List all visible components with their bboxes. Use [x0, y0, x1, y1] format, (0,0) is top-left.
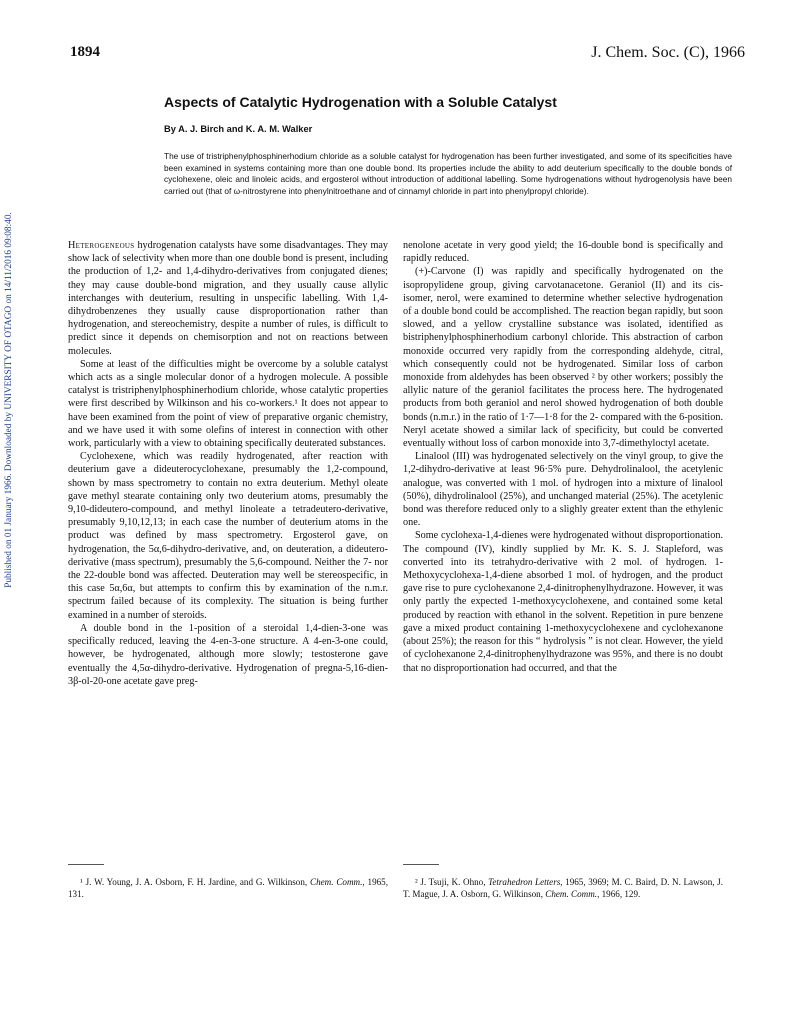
journal-header: J. Chem. Soc. (C), 1966: [591, 44, 745, 61]
body-paragraph: [68, 239, 388, 358]
footnote-ref: , 1965, 131.: [68, 877, 388, 899]
footnote-journal: Tetrahedron Letters: [488, 877, 561, 887]
footnote-ref: , 1965, 3969; M. C. Baird, D. N. Lawson, J. T. Mague, J. A. Osborn, G. Wilkinson,: [403, 877, 723, 899]
footnote-journal: Chem. Comm.: [310, 877, 363, 887]
footnote-1: [68, 877, 388, 901]
footnote-2: [403, 877, 723, 901]
article-title: Aspects of Catalytic Hydrogenation with a Soluble Catalyst: [164, 94, 557, 110]
paragraph-text: hydrogenation catalysts have some disadvantages. They may show lack of selectivity when more than one double bond is present, including the production of 1,2- and 1,4-dihydro-derivatives from conjugated dienes; they may cause double-bond migration, and they usually cause allylic interchanges with deuterium, resulting in unspecific labelling. With 1,4-dihydrobenzenes they usually cause disproportionation rather than hydrogenation, and stereochemistry, despite a number of rules, is difficult to predict since it depends on chemisorption and not on reactions between molecules.: [68, 240, 388, 357]
body-paragraph: nenolone acetate in very good yield; the 16-double bond is specifically and rapidly reduced.: [403, 240, 723, 265]
publication-sidebar-note: [2, 150, 16, 650]
footnote-journal: Chem. Comm.: [545, 888, 598, 899]
body-paragraph: (+)-Carvone (I) was rapidly and specifically hydrogenated on the isopropylidene group, giving carvotanacetone. Geraniol (II) and its cis-isomer, nerol, were examined to determine whether selective hydrogenation of a double bond could be accomplished. The reaction began rapidly, but soon slowed, and a yellow crystalline substance was isolated, identified as bistriphenylphosphinerhodium carbonyl chloride. This abstraction of carbon monoxide occurred very rapidly from the corresponding aldehyde, citral, which consequently could not be hydrogenated. Similar loss of carbon monoxide from aldehydes has been observed ² by other workers; possibly the allylic nature of the geraniol facilitates the process here. The hydrogenated products from both geraniol and nerol showed hydrogenation of both double bonds (n.m.r.) in the ratio of 1·7—1·8 for the 2- compared with the 6-position. Neryl acetate showed a similar lack of specificity, but could be converted eventually without loss of carbon monoxide into 3,7-dimethyloctyl acetate.: [403, 266, 723, 450]
body-paragraph: Some cyclohexa-1,4-dienes were hydrogenated without disproportionation. The compound (IV), kindly supplied by Mr. K. S. J. Stapleford, was converted into its tetrahydro-derivative with 2 mol. of hydrogen. 1-Methoxycyclohexa-1,4-diene absorbed 1 mol. of hydrogen, and the product gave rise to pure cyclohexanone 2,4-dinitrophenylhydrazone. However, it was only partly the expected 1-methoxycyclohexene, and contained some ketal produced by reaction with ethanol in the solvent. Repetition in pure benzene gave a mixed product containing 1-methoxycyclohexene and cyclohexanone (about 25%); the reason for this “ hydrolysis ” is not clear. However, the yield of cyclohexanone 2,4-dinitrophenylhydrazone was 95%, and there is no doubt that no disproportionation had occurred, and that the: [403, 530, 723, 674]
footnote-rule: [68, 864, 104, 865]
body-paragraph: A double bond in the 1-position of a steroidal 1,4-dien-3-one was specifically reduced, leaving the 4-en-3-one structure. A 4-en-3-one could, however, be hydrogenated, although more slowly; testosterone gave eventually the 4,5α-dihydro-derivative. Hydrogenation of pregna-5,16-dien-3β-ol-20-one acetate gave preg-: [68, 622, 388, 687]
page-number: 1894: [70, 44, 100, 60]
footnote-rule: [403, 864, 439, 865]
article-abstract: The use of tristriphenylphosphinerhodium chloride as a soluble catalyst for hydrogenation has been further investigated, and some of its specificities have been examined in systems containing more than one double bond. Its properties include the ability to add deuterium specifically to the double bonds of cyclohexene, oleic and linoleic acids, and ergosterol without introduction of additional labelling. Some hydrogenations without hydrogenolysis have been carried out (that of ω-nitrostyrene into phenylnitroethane and of cinnamyl chloride in part into phenylpropyl chloride).: [164, 151, 732, 196]
lead-word: Heterogeneous: [68, 240, 135, 251]
sidebar-note-text[interactable]: Published on 01 January 1966. Downloaded by UNIVERSITY OF OTAGO on 14/11/2016 09:08:40.: [4, 212, 14, 588]
article-authors: By A. J. Birch and K. A. M. Walker: [164, 124, 313, 134]
left-column: [68, 239, 388, 688]
body-paragraph: Cyclohexene, which was readily hydrogenated, after reaction with deuterium gave a dideuterocyclohexane, presumably the 1,2-compound, shown by mass spectrometry to contain no extra deuterium. Methyl oleate gave methyl stearate containing only two deuterium atoms, presumably the 9,10-dideutero-compound, and methyl linoleate a tetradeutero-derivative, presumably 9,10,12,13; in each case the number of deuterium atoms in the product was defined by mass spectrometry. Ergosterol gave, on hydrogenation, the 5α,6-dihydro-derivative, and, on deuteration, a dideutero-derivative (mass spectrum), presumably the 5,6-compound. Neither the 7- nor the 22-double bond was affected. Deuteration may well be stereospecific, in this case 5α,6α, but attempts to confirm this by examination of the n.m.r. spectrum failed because of its complexity. The situation is being further examined in a number of steroids.: [68, 451, 388, 621]
footnote-ref: , 1966, 129.: [597, 888, 641, 899]
body-paragraph: Linalool (III) was hydrogenated selectively on the vinyl group, to give the 1,2-dihydro-derivative at least 96·5% pure. Dehydrolinalool, the acetylenic analogue, was converted with 1 mol. of hydrogen into a mixture of linalool (50%), dihydrolinalool (25%), and unchanged material (25%). The acetylenic bond was therefore reduced only to a slighly greater extent than the ethylenic one.: [403, 451, 723, 529]
footnote-text: ² J. Tsuji, K. Ohno,: [415, 877, 486, 887]
footnote-text: ¹ J. W. Young, J. A. Osborn, F. H. Jardine, and G. Wilkinson,: [80, 877, 308, 887]
right-column: [403, 239, 723, 675]
body-paragraph: Some at least of the difficulties might be overcome by a soluble catalyst which acts as a single molecular donor of a hydrogen molecule. A possible catalyst is tristriphenylphosphinerhodium chloride, whose catalytic properties were first described by Wilkinson and his co-workers.¹ It does not appear to have been examined from the point of view of preparative organic chemistry, and we have used it with some olefins of interest in connection with other work, particularly with a view to obtaining specifically deuterated substances.: [68, 358, 388, 450]
